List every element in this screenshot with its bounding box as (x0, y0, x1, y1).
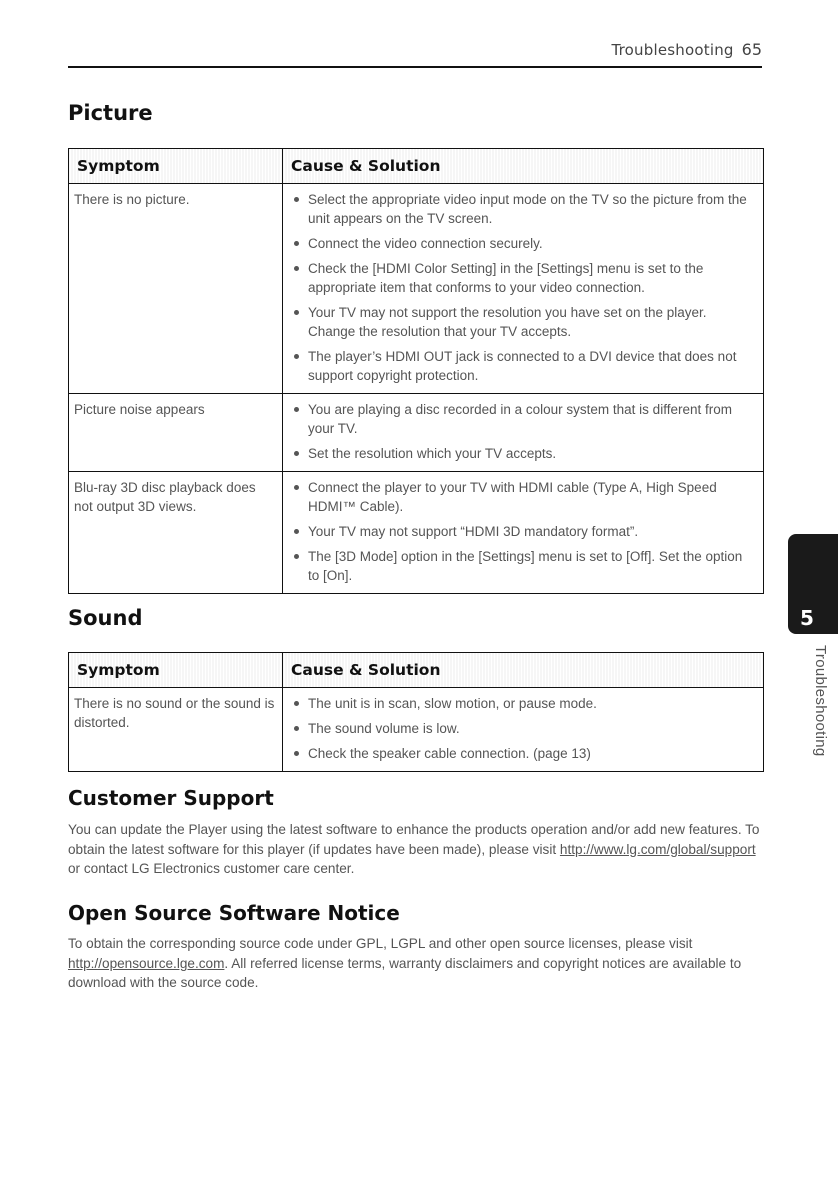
support-text-end: or contact LG Electronics customer care center. (68, 861, 355, 876)
cause-list (288, 694, 757, 763)
oss-text-end: . All referred license terms, warranty disclaimers and copyright notices are available to download with the source code. (68, 955, 742, 990)
cause-item: The [3D Mode] option in the [Settings] menu is set to [Off]. Set the option to [On]. (288, 547, 757, 585)
picture-heading: Picture (68, 101, 153, 125)
cause-item: The unit is in scan, slow motion, or pause mode. (288, 694, 757, 713)
symptom-cell: There is no picture. (69, 184, 283, 394)
cause-item: Set the resolution which your TV accepts. (288, 444, 757, 463)
customer-support-heading: Customer Support (68, 786, 274, 810)
cause-cell (283, 472, 764, 594)
picture-table-header (69, 149, 764, 184)
symptom-cell: Blu-ray 3D disc playback does not output 3D views. (69, 472, 283, 594)
customer-support-paragraph (68, 820, 762, 879)
cause-item: The player’s HDMI OUT jack is connected to a DVI device that does not support copyright protection. (288, 347, 757, 385)
symptom-cell: There is no sound or the sound is distorted. (69, 688, 283, 772)
cause-list (288, 400, 757, 463)
cause-item: You are playing a disc recorded in a colour system that is different from your TV. (288, 400, 757, 438)
cause-column-header: Cause & Solution (283, 653, 764, 688)
symptom-cell: Picture noise appears (69, 394, 283, 472)
sound-heading: Sound (68, 606, 143, 630)
picture-table (68, 148, 764, 594)
cause-cell (283, 394, 764, 472)
cause-list (288, 478, 757, 585)
support-link[interactable]: http://www.lg.com/global/support (559, 841, 756, 857)
table-row (69, 472, 764, 594)
open-source-link[interactable]: http://opensource.lge.com (68, 955, 225, 971)
cause-item: The sound volume is low. (288, 719, 757, 738)
symptom-column-header: Symptom (69, 149, 283, 184)
sound-table-header (69, 653, 764, 688)
cause-item: Select the appropriate video input mode on the TV so the picture from the unit appears on the TV screen. (288, 190, 757, 228)
cause-item: Connect the video connection securely. (288, 234, 757, 253)
cause-item: Check the speaker cable connection. (page 13) (288, 744, 757, 763)
chapter-number: 5 (800, 606, 814, 630)
cause-cell (283, 184, 764, 394)
header-rule (68, 66, 762, 68)
cause-item: Your TV may not support “HDMI 3D mandatory format”. (288, 522, 757, 541)
chapter-label: Troubleshooting (812, 645, 829, 757)
table-row (69, 184, 764, 394)
open-source-heading: Open Source Software Notice (68, 901, 400, 925)
cause-list (288, 190, 757, 385)
sound-table (68, 652, 764, 772)
page-number: 65 (741, 40, 762, 59)
table-row (69, 394, 764, 472)
cause-item: Your TV may not support the resolution you have set on the player. Change the resolution that your TV accepts. (288, 303, 757, 341)
running-header (68, 40, 762, 59)
symptom-column-header: Symptom (69, 653, 283, 688)
cause-item: Check the [HDMI Color Setting] in the [Settings] menu is set to the appropriate item that conforms to your video connection. (288, 259, 757, 297)
oss-text: To obtain the corresponding source code under GPL, LGPL and other open source licenses, please visit (68, 936, 693, 951)
support-text: You can update the Player using the latest software to enhance the products operation and/or add new features. To obtain the latest software for this player (if updates have been made), please visit (68, 822, 760, 857)
cause-cell (283, 688, 764, 772)
cause-item: Connect the player to your TV with HDMI cable (Type A, High Speed HDMI™ Cable). (288, 478, 757, 516)
header-section-title: Troubleshooting (611, 41, 734, 59)
table-row (69, 688, 764, 772)
open-source-paragraph (68, 934, 762, 993)
cause-column-header: Cause & Solution (283, 149, 764, 184)
